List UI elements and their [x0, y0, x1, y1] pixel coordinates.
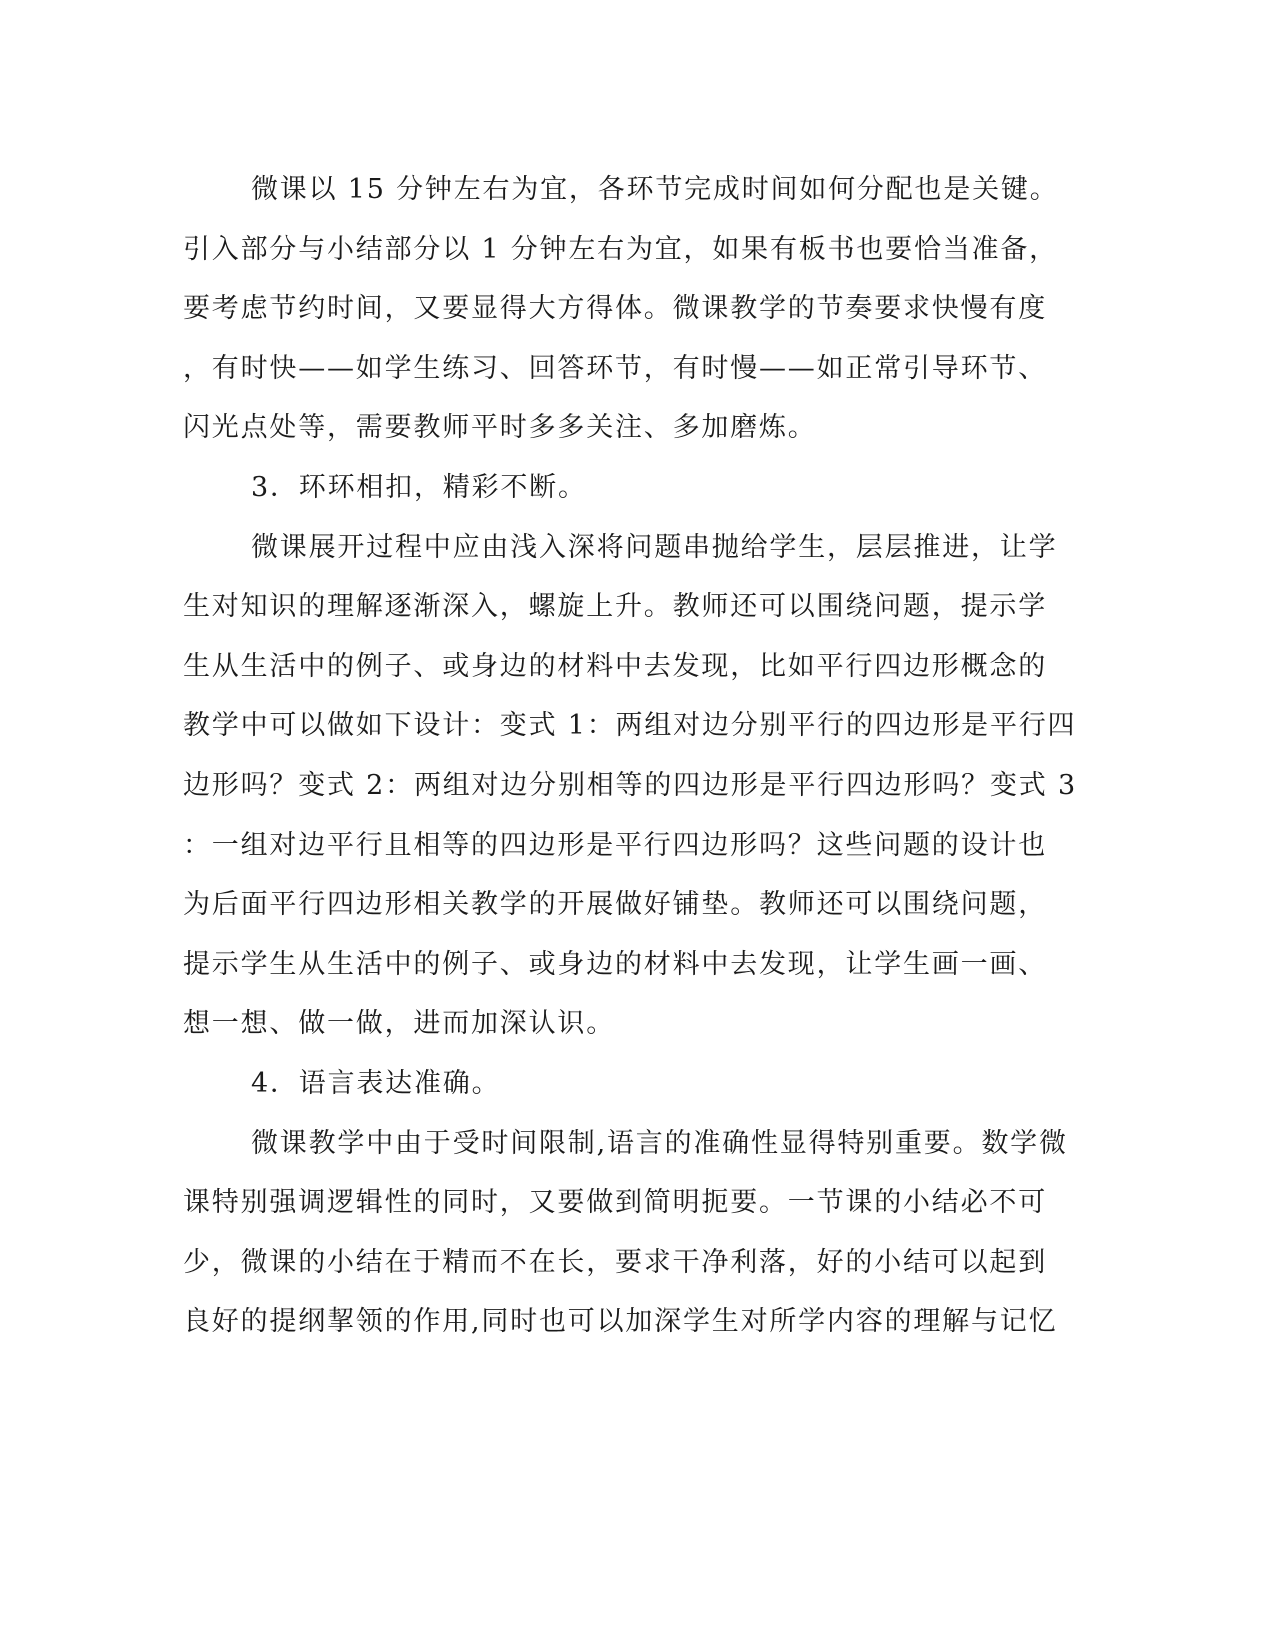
paragraph-line: 微课展开过程中应由浅入深将问题串抛给学生，层层推进，让学: [251, 531, 1058, 563]
paragraph-line: 想一想、做一做，进而加深认识。: [183, 1008, 615, 1040]
paragraph-line: 生对知识的理解逐渐深入，螺旋上升。教师还可以围绕问题，提示学: [183, 591, 1047, 623]
paragraph-line: 教学中可以做如下设计：变式 1：两组对边分别平行的四边形是平行四: [183, 710, 1077, 742]
paragraph-line: 少，微课的小结在于精而不在长，要求干净利落，好的小结可以起到: [183, 1246, 1047, 1278]
paragraph-line: 生从生活中的例子、或身边的材料中去发现，比如平行四边形概念的: [183, 650, 1047, 682]
section-heading-4: 4．语言表达准确。: [251, 1067, 501, 1099]
paragraph-line: 边形吗？变式 2：两组对边分别相等的四边形是平行四边形吗？变式 3: [183, 769, 1077, 801]
paragraph-line: 微课教学中由于受时间限制,语言的准确性显得特别重要。数学微: [251, 1127, 1068, 1159]
paragraph-line: 闪光点处等，需要教师平时多多关注、多加磨炼。: [183, 412, 817, 444]
paragraph-line: 良好的提纲挈领的作用,同时也可以加深学生对所学内容的理解与记忆: [183, 1306, 1058, 1338]
section-heading-3: 3．环环相扣，精彩不断。: [251, 471, 587, 503]
paragraph-line: 微课以 15 分钟左右为宜，各环节完成时间如何分配也是关键。: [251, 174, 1059, 205]
paragraph-line: ，有时快——如学生练习、回答环节，有时慢——如正常引导环节、: [183, 352, 1047, 384]
document-body: [183, 160, 1077, 1352]
paragraph-line: 要考虑节约时间，又要显得大方得体。微课教学的节奏要求快慢有度: [183, 293, 1047, 325]
paragraph-line: 为后面平行四边形相关教学的开展做好铺垫。教师还可以围绕问题，: [183, 889, 1047, 921]
paragraph-line: ：一组对边平行且相等的四边形是平行四边形吗？这些问题的设计也: [183, 829, 1047, 861]
paragraph-line: 课特别强调逻辑性的同时，又要做到简明扼要。一节课的小结必不可: [183, 1187, 1047, 1219]
paragraph-line: 引入部分与小结部分以 1 分钟左右为宜，如果有板书也要恰当准备，: [183, 233, 1058, 265]
paragraph-line: 提示学生从生活中的例子、或身边的材料中去发现，让学生画一画、: [183, 948, 1047, 980]
